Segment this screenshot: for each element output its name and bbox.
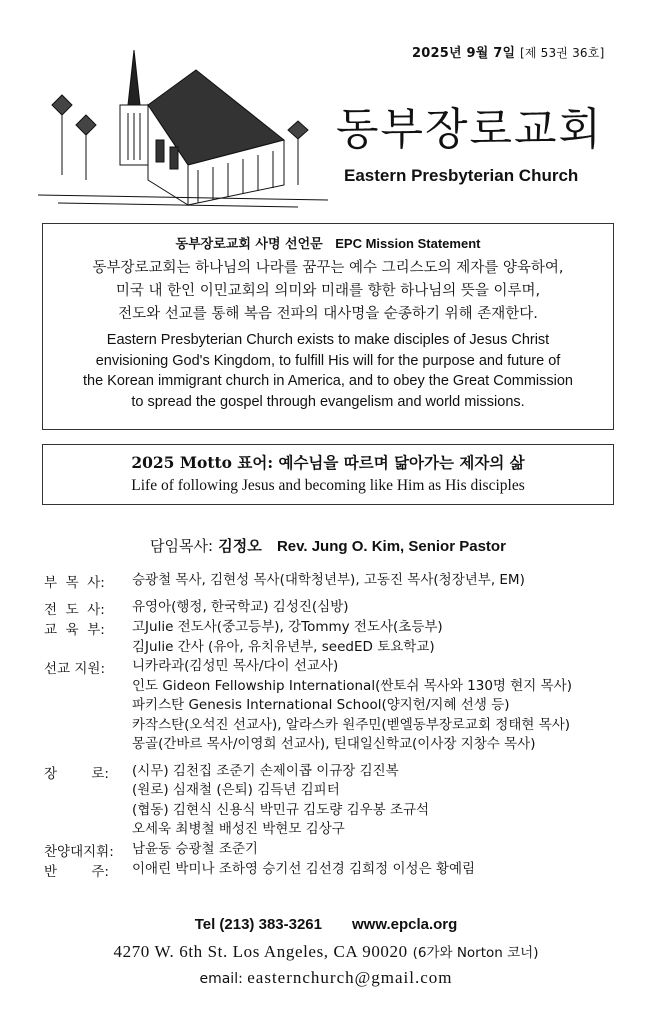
staff-label: 교 육 부: (44, 622, 105, 638)
staff-row-evangelists (44, 598, 644, 618)
mission-ko-line: 동부장로교회는 하나님의 나라를 꿈꾸는 예수 그리스도의 제자를 양육하여, (92, 260, 564, 276)
staff-line: 파키스탄 Genesis International School(양지헌/지혜 선생 등) (132, 697, 510, 713)
staff-line: 유영아(행정, 한국학교) 김성진(심방) (132, 599, 349, 615)
date-text: 2025년 9월 7일 (412, 46, 516, 61)
mission-ko-line: 미국 내 한인 이민교회의 의미와 미래를 향한 하나님의 뜻을 이루며, (115, 283, 541, 299)
staff-label: 찬양대지휘: (44, 843, 114, 860)
staff-line: 김Julie 간사 (유아, 유치유년부, seedED 토요학교) (132, 638, 435, 655)
street-address: 4270 W. 6th St. Los Angeles, CA 90020 (113, 942, 408, 961)
staff-line: 승광철 목사, 김현성 목사(대학청년부), 고동진 목사(청장년부, EM) (132, 572, 525, 588)
mission-en-line: the Korean immigrant church in America, and to obey the Great Commission (82, 373, 573, 389)
mission-text-korean (43, 257, 613, 326)
staff-row-elders (44, 762, 644, 840)
church-address (0, 941, 652, 962)
mission-heading-ko: 동부장로교회 사명 선언문 (175, 237, 323, 252)
staff-line: 카작스탄(오석진 선교사), 알라스카 원주민(벧엘동부장로교회 정태현 목사) (132, 716, 571, 733)
church-name-korean: 동부장로교회 (336, 104, 604, 155)
email-address[interactable]: easternchurch@gmail.com (247, 968, 453, 987)
staff-line: (협동) 김현식 신용식 박민규 김도량 김우봉 조규석 (132, 801, 430, 818)
bulletin-date (412, 42, 604, 61)
contact-phone-web (0, 916, 652, 933)
staff-line: 고Julie 전도사(중고등부), 강Tommy 전도사(초등부) (132, 619, 443, 635)
pastor-name-ko: 김정오 (218, 537, 262, 555)
church-name-english: Eastern Presbyterian Church (344, 166, 579, 185)
staff-row-associate-pastors (44, 571, 644, 591)
mission-heading-en: EPC Mission Statement (335, 236, 481, 251)
staff-line: 이애린 박미나 조하영 승기선 김선경 김희정 이성은 황예림 (132, 860, 476, 877)
motto-english: Life of following Jesus and becoming like Him as His disciples (131, 477, 525, 494)
staff-line: 남윤동 승광철 조준기 (132, 840, 258, 857)
staff-label: 전 도 사: (44, 602, 105, 618)
website-link[interactable]: www.epcla.org (352, 916, 458, 933)
volume-text: [제 53권 36호] (519, 46, 605, 60)
mission-text-english (43, 330, 613, 412)
staff-line: (시무) 김천집 조준기 손제이콥 이규장 김진복 (132, 762, 399, 779)
staff-label: 장 로: (44, 765, 109, 782)
motto-box (42, 444, 614, 505)
email-label: email: (199, 971, 243, 987)
pastor-name-en: Rev. Jung O. Kim, Senior Pastor (276, 538, 506, 555)
staff-line: 오세욱 최병철 배성진 박현모 김상구 (132, 821, 345, 837)
address-note: (6가와 Norton 코너) (412, 945, 539, 961)
motto-korean: 2025 Motto 표어: 예수님을 따르며 닮아가는 제자의 삶 (131, 453, 525, 472)
staff-list (44, 571, 644, 880)
staff-row-education (44, 618, 644, 657)
mission-en-line: envisioning God's Kingdom, to fulfill His will for the purpose and future of (95, 352, 561, 369)
staff-row-accompanists (44, 860, 644, 880)
phone-number: Tel (213) 383-3261 (194, 916, 322, 933)
pastor-role: 담임목사: (150, 537, 214, 555)
mission-en-line: to spread the gospel through evangelism and world missions. (131, 393, 525, 410)
staff-line: (원로) 심재철 (은퇴) 김득년 김피터 (132, 782, 340, 798)
staff-label: 반 주: (44, 863, 109, 880)
staff-line: 인도 Gideon Fellowship International(싼토쉬 목사와 130명 현지 목사) (132, 677, 572, 694)
senior-pastor (150, 535, 506, 556)
mission-ko-line: 전도와 선교를 통해 복음 전파의 대사명을 순종하기 위해 존재한다. (118, 306, 538, 322)
mission-heading (43, 233, 613, 252)
mission-en-line: Eastern Presbyterian Church exists to make disciples of Jesus Christ (106, 332, 550, 348)
staff-row-missions (44, 657, 644, 755)
staff-line: 몽골(간바르 목사/이영희 선교사), 틴대일신학교(이사장 지창수 목사) (132, 736, 536, 752)
church-building-illustration (38, 45, 338, 210)
mission-statement-box (42, 223, 614, 430)
staff-row-choir-directors (44, 840, 644, 860)
staff-label: 선교 지원: (44, 661, 106, 677)
contact-email (0, 968, 652, 988)
staff-line: 니카라과(김성민 목사/다이 선교사) (132, 658, 339, 674)
staff-label: 부 목 사: (44, 575, 105, 591)
